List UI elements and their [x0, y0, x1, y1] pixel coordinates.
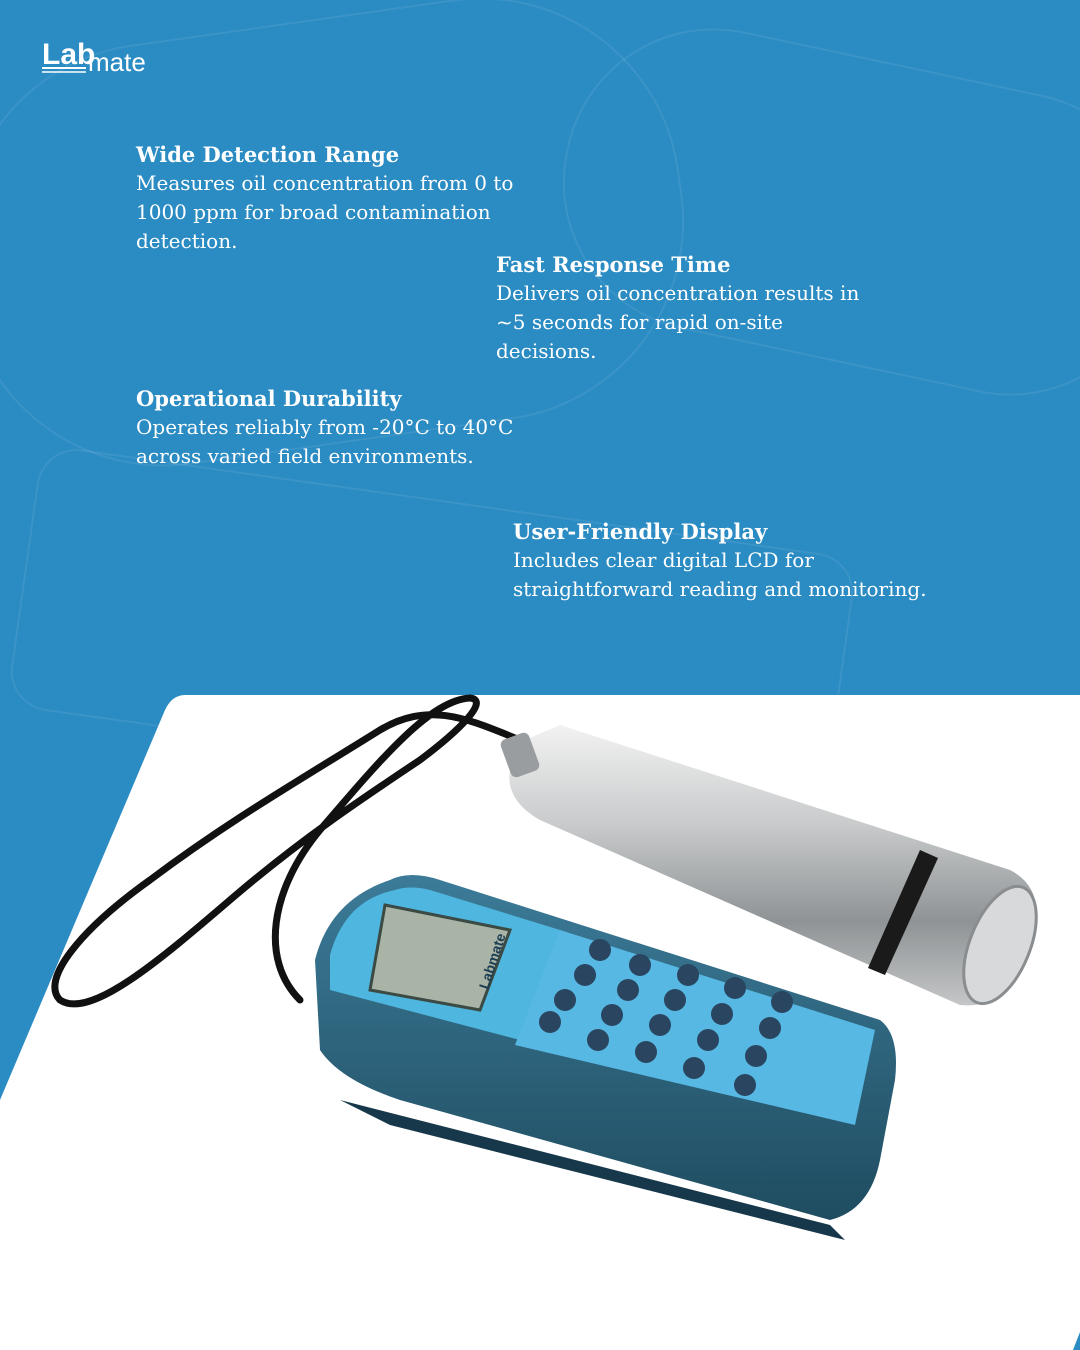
device-brand-label: Labmate — [475, 931, 509, 991]
feature-title: Operational Durability — [136, 386, 402, 411]
cable-tie — [264, 817, 294, 849]
feature-text: Measures oil concentration from 0 to 1000 ppm for broad contamination detection. — [136, 171, 514, 253]
feature-title: Fast Response Time — [496, 252, 731, 277]
feature-title: User-Friendly Display — [513, 519, 768, 544]
feature-title: Wide Detection Range — [136, 142, 400, 167]
oil-analyzer-device-image — [0, 690, 1080, 1350]
feature-text: Operates reliably from -20°C to 40°C across varied field environments. — [136, 415, 514, 468]
logo-mate-text: mate — [88, 47, 146, 74]
feature-text: Includes clear digital LCD for straightforward reading and monitoring. — [513, 548, 927, 601]
feature-text: Delivers oil concentration results in ~5 seconds for rapid on-site decisions. — [496, 281, 860, 363]
feature-wide-detection-range — [136, 140, 556, 256]
logo-lab-text: Lab — [42, 38, 96, 71]
feature-fast-response-time — [496, 250, 876, 366]
labmate-logo — [42, 34, 167, 74]
feature-operational-durability — [136, 384, 566, 471]
feature-user-friendly-display — [513, 517, 933, 604]
